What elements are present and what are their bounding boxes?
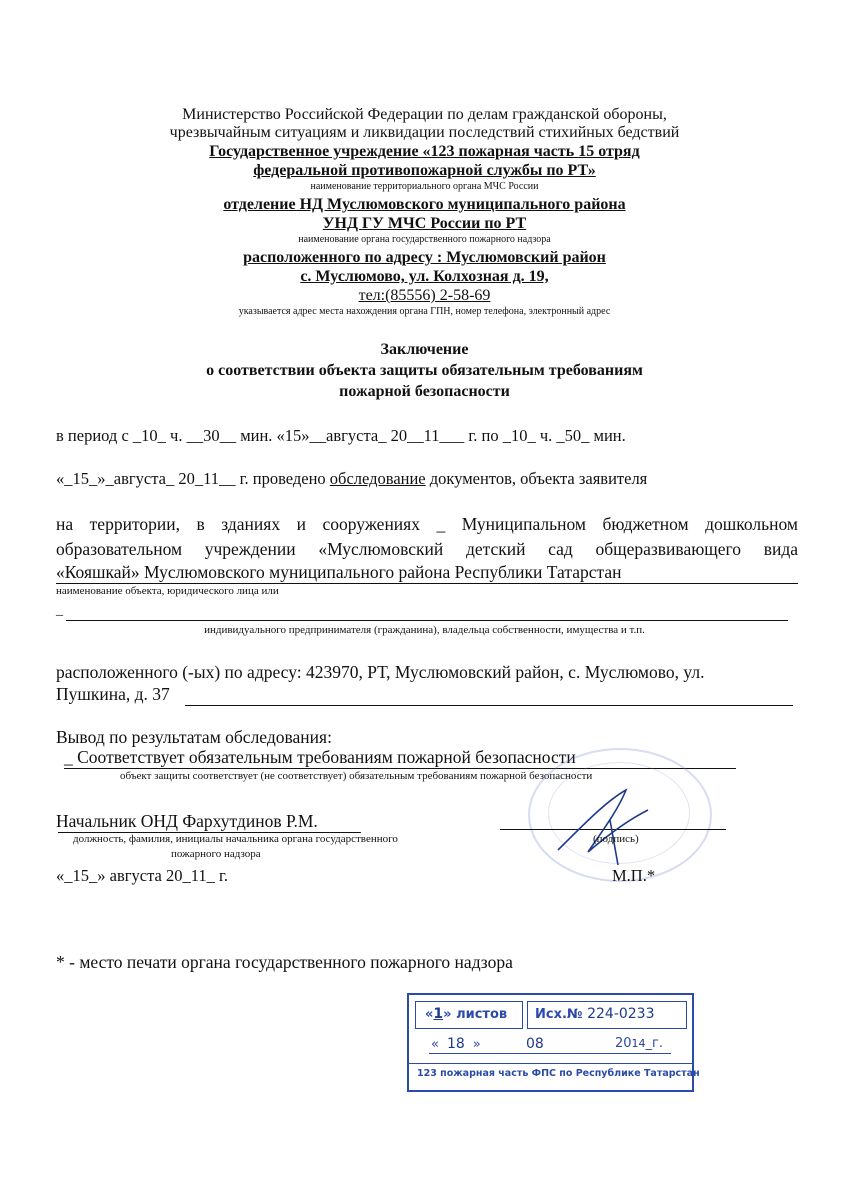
conclusion-caption: объект защиты соответствует (не соответствует) обязательным требованиям пожарной безопасности — [120, 770, 593, 782]
inspection-period: в период с _10_ ч. __30__ мин. «15»__августа_ 20__11___ г. по _10_ ч. _50_ мин. — [56, 426, 626, 445]
object-caption-1: наименование объекта, юридического лица или — [56, 585, 279, 597]
ref-label: Исх.№ — [535, 1007, 583, 1022]
signature-caption-2: пожарного надзора — [171, 848, 261, 860]
sheets-row: «1» листов — [425, 1006, 508, 1022]
stamp-year-prefix: 20 — [615, 1036, 632, 1051]
object-dash: _ — [56, 603, 63, 618]
stamp-year-suffix: 14 — [631, 1037, 646, 1050]
title-line-1: Заключение — [380, 341, 469, 358]
stamp-org: 123 пожарная часть ФПС по Республике Татарстан — [417, 1068, 700, 1079]
org-caption: наименование территориального органа МЧС России — [310, 181, 539, 192]
title-line-2: о соответствии объекта защиты обязательным требованиям — [206, 362, 643, 379]
inspection-word: обследование — [329, 469, 426, 488]
address-line-2: Пушкина, д. 37 — [56, 684, 170, 704]
sheets-num: 1 — [433, 1006, 444, 1022]
phone: тел:(85556) 2-58-69 — [358, 287, 491, 304]
org-line-1: Государственное учреждение «123 пожарная часть 15 отряд — [209, 143, 640, 160]
dept-caption: наименование органа государственного пожарного надзора — [298, 234, 551, 245]
conclusion-label: Вывод по результатам обследования: — [56, 727, 332, 747]
ref-row — [535, 1006, 655, 1022]
handwritten-signature — [548, 780, 658, 870]
inspection-suffix: документов, объекта заявителя — [425, 469, 648, 488]
address-underline — [185, 705, 793, 706]
ministry-line-2: чрезвычайным ситуациям и ликвидации последствий стихийных бедствий — [169, 124, 680, 141]
inspection-date-line — [56, 469, 647, 489]
conclusion-value: _ Соответствует обязательным требованиям пожарной безопасности — [64, 747, 576, 767]
org-line-2: федеральной противопожарной службы по РТ» — [253, 162, 596, 179]
owner-line — [66, 620, 788, 621]
dept-line-2: УНД ГУ МЧС России по РТ — [322, 215, 527, 232]
title-line-3: пожарной безопасности — [339, 383, 510, 400]
object-line-3: «Кояшкай» Муслюмовского муниципального района Республики Татарстан — [56, 562, 622, 582]
dept-line-1: отделение НД Муслюмовского муниципального района — [223, 196, 626, 213]
date-row: « 18 » 08 — [431, 1036, 544, 1052]
footnote: * - место печати органа государственного пожарного надзора — [56, 952, 513, 972]
object-line-2: образовательном учреждении «Муслюмовский детский сад общеразвивающего вида — [56, 539, 798, 559]
year-row: 2014_г. — [615, 1036, 664, 1051]
registration-stamp — [407, 993, 700, 1092]
ministry-line-1: Министерство Российской Федерации по делам гражданской обороны, — [182, 106, 667, 123]
object-underline — [56, 583, 798, 584]
addr-caption: указывается адрес места нахождения органа ГПН, номер телефона, электронный адрес — [238, 306, 611, 317]
signature-date: «_15_» августа 20_11_ г. — [56, 866, 228, 885]
signature-caption-1: должность, фамилия, инициалы начальника органа государственного — [73, 833, 398, 845]
ref-value: 224-0233 — [587, 1006, 655, 1022]
stamp-day: 18 — [446, 1036, 465, 1052]
sheets-label: листов — [456, 1007, 508, 1022]
address-line-1: расположенного (-ых) по адресу: 423970, РТ, Муслюмовский район, с. Муслюмово, ул. — [56, 662, 705, 682]
object-line-1: на территории, в зданиях и сооружениях _ Муниципальном бюджетном дошкольном — [56, 514, 798, 534]
object-caption-2: индивидуального предпринимателя (гражданина), владельца собственности, имущества и т.п. — [204, 624, 645, 636]
stamp-month: 08 — [526, 1036, 544, 1052]
stamp-year-g: г. — [652, 1036, 664, 1051]
addr-line-1: расположенного по адресу : Муслюмовский район — [243, 249, 606, 266]
date-underline — [429, 1053, 671, 1054]
stamp-place-mp: М.П.* — [612, 866, 656, 885]
sign-caption: (подпись) — [593, 833, 639, 845]
inspection-prefix: «_15_»_августа_ 20_11__ г. проведено — [56, 469, 330, 488]
signature-official: Начальник ОНД Фархутдинов Р.М. — [56, 811, 318, 831]
addr-line-2: с. Муслюмово, ул. Колхозная д. 19, — [300, 268, 549, 285]
